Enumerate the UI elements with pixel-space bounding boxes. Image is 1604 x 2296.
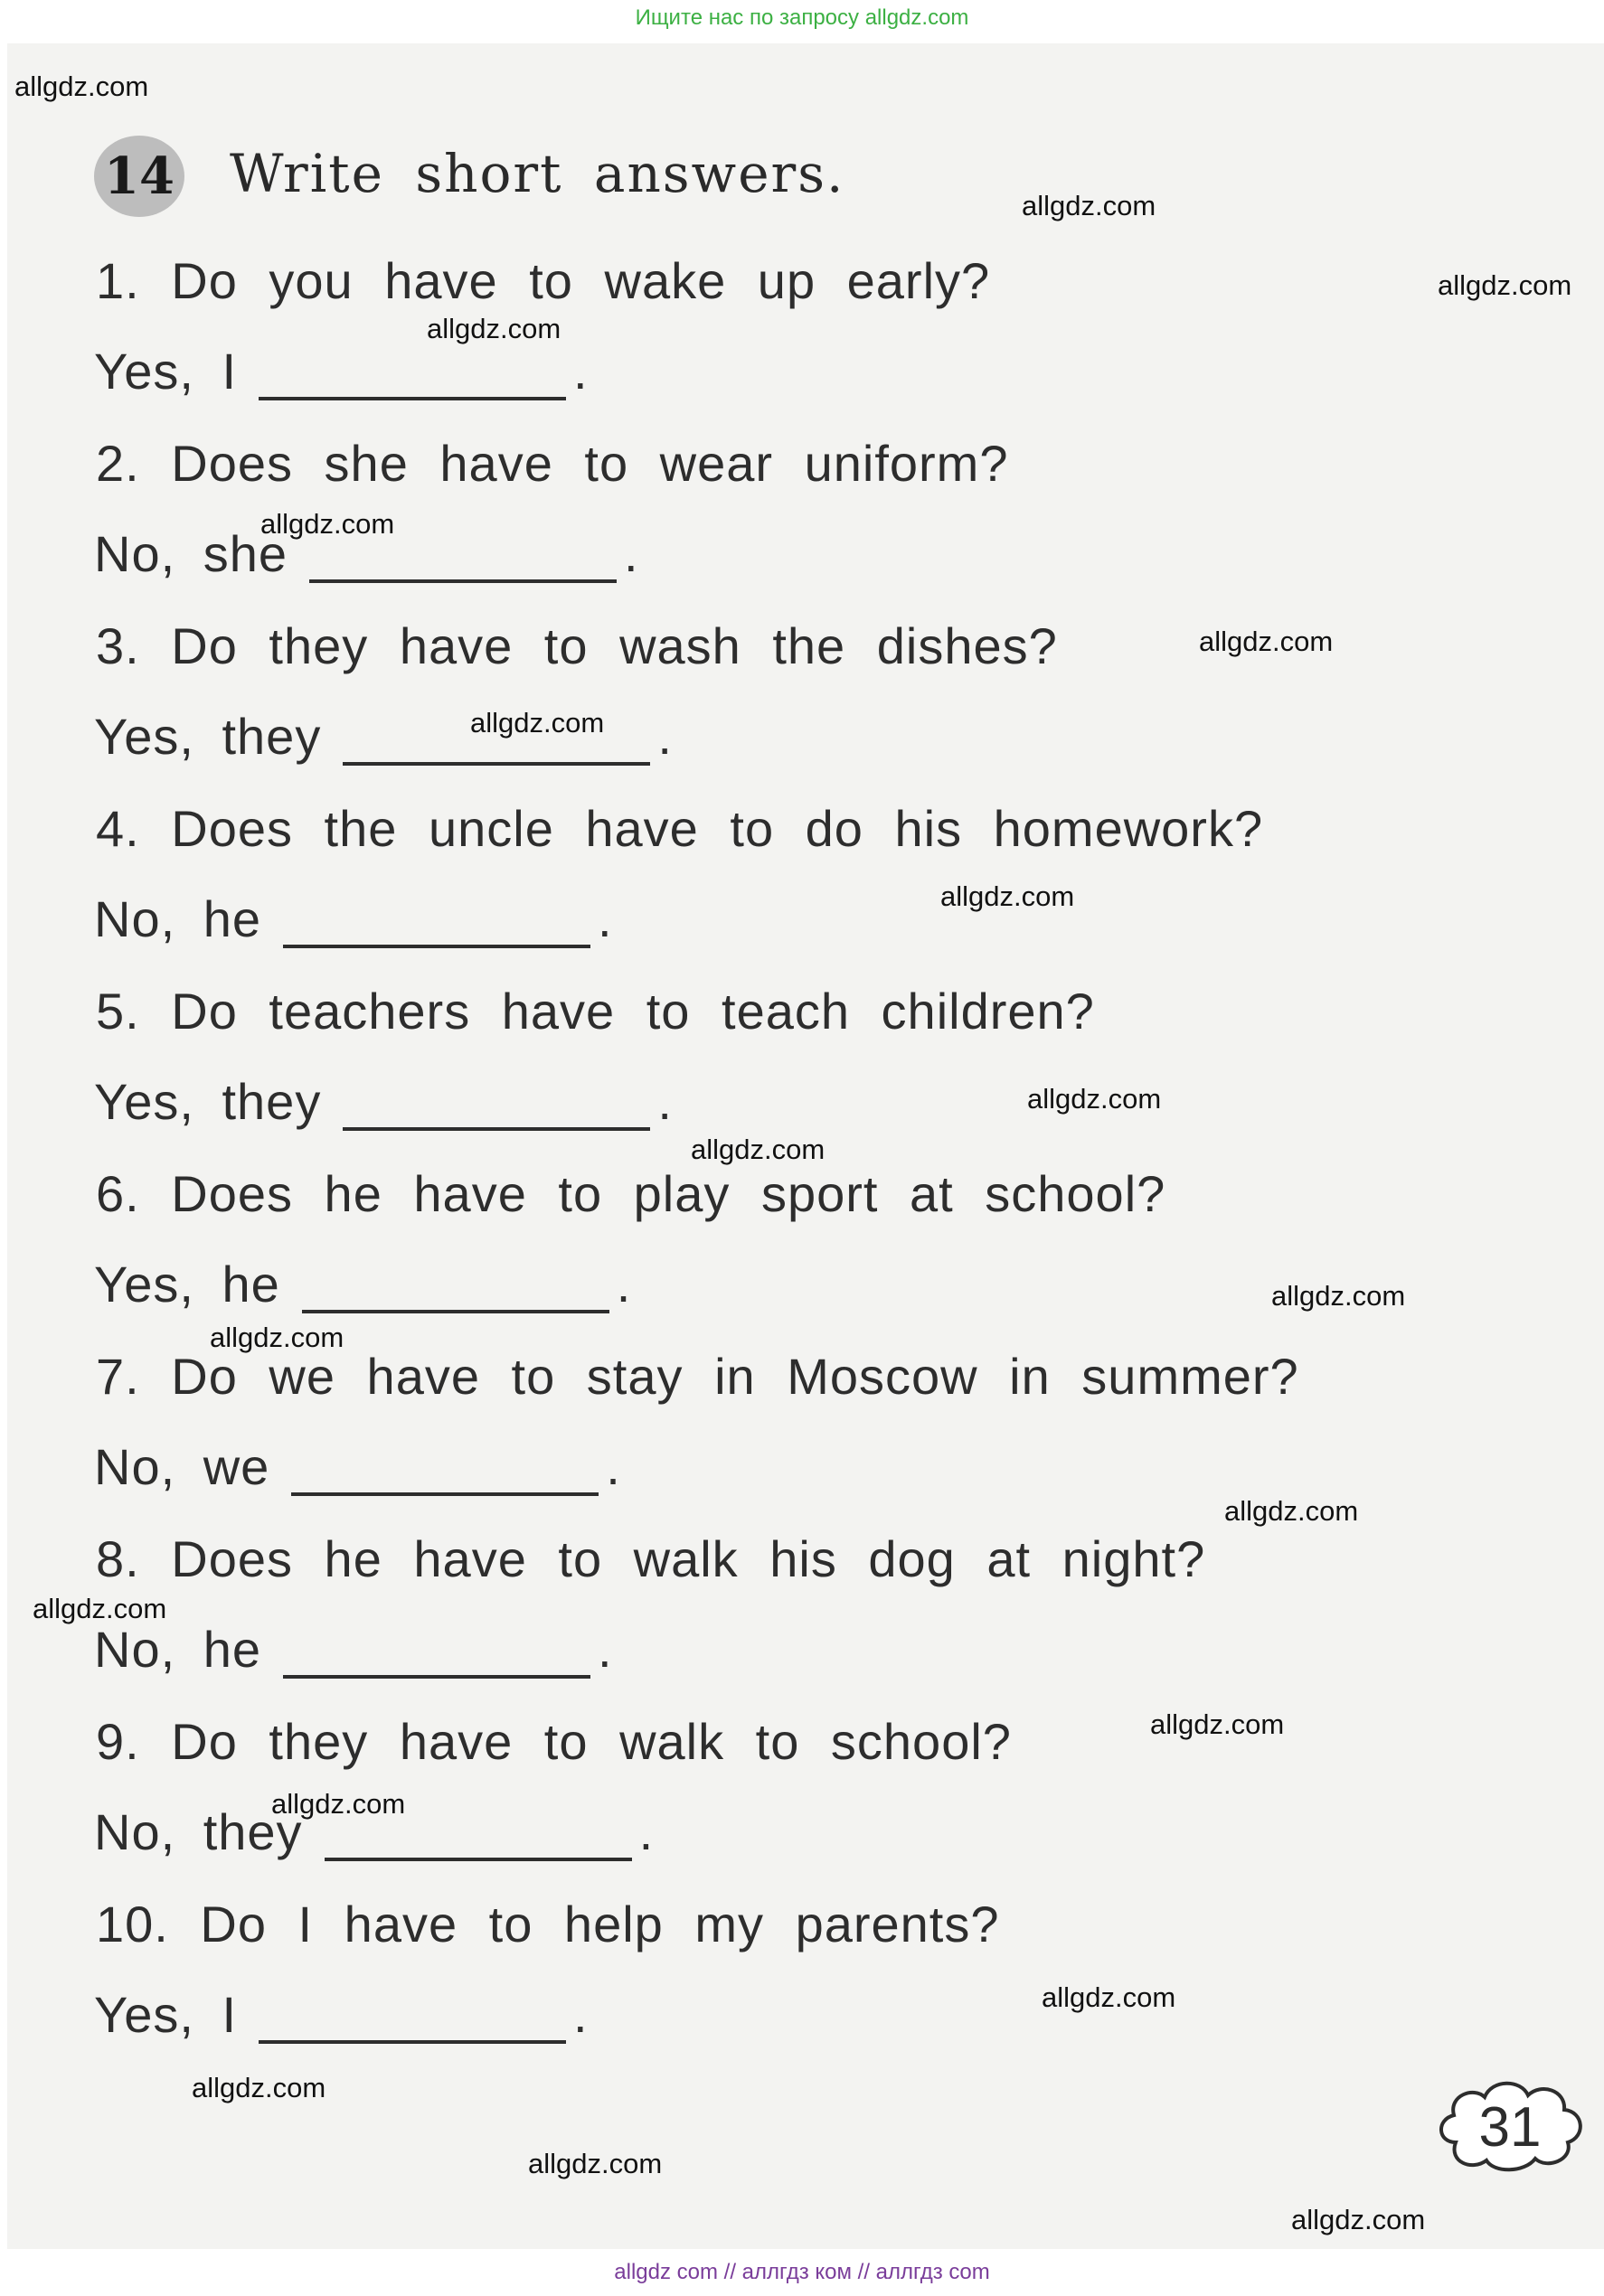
answer-end-10: . xyxy=(573,1986,589,2043)
watermark: allgdz.com xyxy=(260,508,395,540)
answer-end-7: . xyxy=(606,1438,621,1495)
watermark: allgdz.com xyxy=(1150,1708,1285,1740)
answer-end-4: . xyxy=(598,890,613,947)
page-number-text: 31 xyxy=(1478,2096,1542,2159)
answer-blank-6[interactable] xyxy=(302,1266,609,1313)
answer-line-4 xyxy=(94,889,613,948)
answer-line-10 xyxy=(94,1985,589,2044)
answer-line-8 xyxy=(94,1620,613,1679)
answer-end-8: . xyxy=(598,1621,613,1678)
answer-start-5: Yes, they xyxy=(94,1073,322,1130)
watermark: allgdz.com xyxy=(470,707,605,739)
watermark: allgdz.com xyxy=(33,1593,167,1624)
exercise-number-badge: 14 xyxy=(94,136,184,217)
answer-line-6 xyxy=(94,1255,631,1313)
watermark: allgdz.com xyxy=(1022,190,1156,221)
answer-start-9: No, they xyxy=(94,1803,303,1860)
watermark: allgdz.com xyxy=(940,880,1075,912)
answer-start-4: No, he xyxy=(94,890,261,947)
question-3: 3. Do they have to wash the dishes? xyxy=(96,617,1058,674)
answer-end-6: . xyxy=(616,1256,632,1313)
answer-blank-2[interactable] xyxy=(309,536,617,583)
watermark: allgdz.com xyxy=(192,2072,326,2103)
answer-line-7 xyxy=(94,1437,621,1496)
answer-blank-10[interactable] xyxy=(259,1997,566,2044)
answer-end-3: . xyxy=(657,708,673,765)
watermark: allgdz.com xyxy=(1224,1495,1359,1527)
answer-start-7: No, we xyxy=(94,1438,270,1495)
question-10: 10. Do I have to help my parents? xyxy=(96,1896,1000,1953)
question-9: 9. Do they have to walk to school? xyxy=(96,1713,1012,1770)
watermark: allgdz.com xyxy=(210,1322,344,1353)
answer-blank-5[interactable] xyxy=(343,1084,650,1131)
answer-blank-4[interactable] xyxy=(283,901,590,948)
answer-blank-8[interactable] xyxy=(283,1632,590,1679)
answer-start-8: No, he xyxy=(94,1621,261,1678)
question-6: 6. Does he have to play sport at school? xyxy=(96,1165,1166,1222)
watermark: allgdz.com xyxy=(427,313,561,344)
answer-line-5 xyxy=(94,1072,673,1131)
answer-blank-1[interactable] xyxy=(259,353,566,400)
question-7: 7. Do we have to stay in Moscow in summer? xyxy=(96,1348,1299,1405)
answer-start-1: Yes, I xyxy=(94,343,238,400)
watermark: allgdz.com xyxy=(271,1788,406,1820)
watermark: allgdz.com xyxy=(1438,269,1572,301)
watermark: allgdz.com xyxy=(14,71,149,102)
question-4: 4. Does the uncle have to do his homework? xyxy=(96,800,1264,857)
answer-start-10: Yes, I xyxy=(94,1986,238,2043)
answer-blank-7[interactable] xyxy=(291,1449,599,1496)
answer-start-6: Yes, he xyxy=(94,1256,280,1313)
answer-end-1: . xyxy=(573,343,589,400)
watermark: allgdz.com xyxy=(1199,626,1334,657)
answer-start-3: Yes, they xyxy=(94,708,322,765)
question-5: 5. Do teachers have to teach children? xyxy=(96,983,1095,1040)
top-banner: Ищите нас по запросу allgdz.com xyxy=(635,5,969,30)
watermark: allgdz.com xyxy=(691,1134,826,1165)
question-1: 1. Do you have to wake up early? xyxy=(96,252,991,309)
answer-line-1 xyxy=(94,342,589,400)
answer-end-2: . xyxy=(624,525,639,582)
answer-end-5: . xyxy=(657,1073,673,1130)
watermark: allgdz.com xyxy=(1271,1280,1406,1312)
watermark: allgdz.com xyxy=(1027,1083,1162,1115)
watermark: allgdz.com xyxy=(1042,1981,1176,2013)
watermark: allgdz.com xyxy=(528,2148,663,2179)
watermark: allgdz.com xyxy=(1291,2204,1426,2235)
answer-start-2: No, she xyxy=(94,525,288,582)
question-2: 2. Does she have to wear uniform? xyxy=(96,435,1009,492)
exercise-title: Write short answers. xyxy=(230,143,845,204)
answer-blank-9[interactable] xyxy=(325,1814,632,1861)
question-8: 8. Does he have to walk his dog at night? xyxy=(96,1530,1206,1587)
bottom-banner: allgdz com // аллгдз ком // аллгдз com xyxy=(614,2260,990,2284)
answer-end-9: . xyxy=(638,1803,655,1860)
page-number xyxy=(1429,2070,1591,2178)
